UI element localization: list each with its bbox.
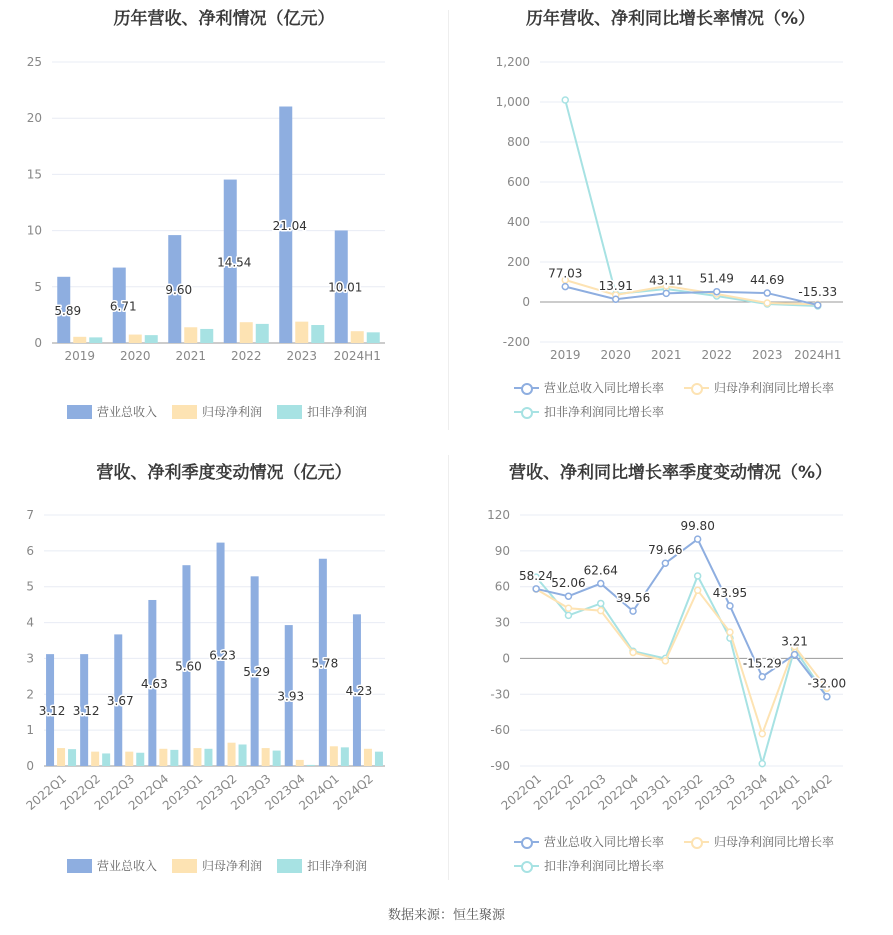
data-label: 6.71 [109, 299, 137, 314]
bar-net-profit [351, 331, 364, 343]
x-tick-label: 2023 [751, 348, 783, 362]
legend-label: 归母净利润 [202, 859, 263, 873]
data-label: 79.66 [648, 543, 683, 558]
legend-label: 扣非净利润同比增长率 [544, 405, 665, 419]
data-label: 43.11 [649, 273, 684, 288]
x-tick-label: 2021 [175, 349, 207, 363]
legend-item-net-profit[interactable] [172, 403, 262, 420]
x-tick-label: 2022Q2 [530, 771, 577, 813]
bar-deducted-profit [256, 324, 269, 343]
x-tick-label: 2021 [650, 348, 682, 362]
y-tick-label: 30 [494, 615, 510, 630]
chart-panel-annual-revenue-profit [0, 0, 448, 430]
panel-divider-bottom [448, 455, 449, 880]
series-point [759, 731, 765, 737]
y-tick-label: 7 [26, 508, 34, 522]
legend-swatch [172, 405, 197, 419]
data-label: 39.56 [615, 591, 651, 606]
chart-panel-annual-growth-rate [448, 0, 893, 430]
x-tick-label: 2019 [64, 349, 96, 363]
data-label: 14.54 [217, 255, 252, 270]
data-label: 5.29 [243, 665, 271, 680]
bar-deducted-profit [170, 750, 178, 766]
series-point [565, 605, 571, 611]
legend-item-revenue[interactable] [67, 857, 157, 874]
data-label: 3.21 [781, 634, 808, 649]
series-point [759, 761, 765, 767]
bar-net-profit [330, 746, 338, 766]
x-tick-label: 2022Q4 [595, 771, 641, 813]
data-label: 58.24 [518, 568, 554, 583]
legend-item-revenue-growth[interactable] [514, 379, 664, 396]
bar-deducted-profit [136, 753, 144, 766]
y-tick-label: 20 [26, 111, 42, 126]
y-tick-label: 400 [507, 215, 530, 229]
data-label: 52.06 [551, 576, 586, 591]
bar-deducted-profit [239, 744, 247, 766]
chart-plot [0, 0, 448, 430]
series-point [764, 290, 770, 296]
y-tick-label: 1 [26, 723, 34, 738]
y-tick-label: 200 [507, 255, 530, 269]
bar-net-profit [125, 752, 133, 766]
legend-item-revenue[interactable] [67, 403, 157, 420]
legend-item-net-profit-growth[interactable] [684, 379, 834, 396]
data-label: 51.49 [699, 271, 734, 286]
x-tick-label: 2020 [119, 349, 151, 363]
legend-swatch [67, 405, 92, 419]
legend-label: 营业总收入 [97, 859, 158, 873]
bar-deducted-profit [375, 752, 383, 766]
data-label: 6.23 [209, 648, 236, 663]
chart-panel-quarterly-growth-rate [448, 450, 893, 890]
data-label: 77.03 [548, 266, 583, 281]
bar-net-profit [91, 752, 99, 766]
data-label: 3.93 [277, 689, 305, 704]
y-tick-label: 0 [26, 759, 34, 773]
y-tick-label: 0 [522, 295, 530, 309]
y-tick-label: 800 [507, 135, 530, 149]
x-tick-label: 2022 [701, 348, 733, 362]
legend-item-revenue-growth[interactable] [514, 833, 664, 850]
chart-plot [0, 450, 448, 890]
y-tick-label: 90 [494, 543, 510, 558]
x-tick-label: 2022Q4 [125, 771, 172, 813]
y-tick-label: 0 [502, 651, 510, 666]
y-tick-label: 120 [487, 508, 510, 522]
y-tick-label: 6 [26, 543, 34, 558]
chart-title: 营收、净利季度变动情况（亿元） [96, 463, 352, 483]
x-tick-label: 2024Q2 [330, 771, 376, 813]
x-tick-label: 2019 [549, 348, 581, 362]
x-tick-label: 2023Q4 [724, 771, 771, 813]
legend-swatch [684, 835, 709, 849]
y-tick-label: 60 [494, 579, 510, 594]
data-label: 4.23 [345, 684, 373, 699]
legend-item-deducted-profit-growth[interactable] [514, 857, 664, 874]
bar-net-profit [296, 760, 304, 766]
legend-swatch [67, 859, 92, 873]
bar-net-profit [57, 748, 65, 766]
data-label: 13.91 [598, 279, 633, 294]
bar-deducted-profit [204, 749, 212, 766]
x-tick-label: 2024H1 [794, 348, 842, 362]
legend-label: 扣非净利润同比增长率 [544, 859, 665, 873]
bar-net-profit [240, 322, 253, 343]
data-label: 44.69 [750, 273, 785, 288]
x-tick-label: 2023Q3 [228, 771, 274, 813]
series-point [695, 573, 701, 579]
bar-deducted-profit [68, 749, 76, 766]
data-label: -32.00 [807, 676, 847, 691]
y-tick-label: -90 [490, 759, 510, 773]
x-tick-label: 2022Q3 [563, 771, 609, 813]
data-label: 99.80 [680, 519, 715, 534]
series-point [727, 629, 733, 635]
legend-label: 营业总收入同比增长率 [544, 381, 665, 395]
data-label: 5.78 [311, 656, 339, 671]
y-tick-label: 1,200 [495, 55, 530, 69]
data-label: -15.33 [798, 285, 838, 300]
chart-panel-quarterly-revenue-profit [0, 450, 448, 890]
legend-item-deducted-profit[interactable] [277, 403, 367, 420]
y-tick-label: 5 [26, 579, 34, 594]
bar-deducted-profit [89, 337, 102, 343]
x-tick-label: 2022Q1 [23, 771, 69, 813]
series-point [727, 603, 733, 609]
y-tick-label: 5 [34, 279, 42, 294]
legend-item-net-profit[interactable] [172, 857, 262, 874]
x-tick-label: 2024H1 [333, 349, 381, 363]
bar-deducted-profit [341, 747, 349, 766]
y-tick-label: -60 [490, 723, 510, 738]
bar-net-profit [364, 749, 372, 766]
data-label: 4.63 [140, 676, 168, 691]
legend-label: 扣非净利润 [307, 859, 368, 873]
legend-label: 扣非净利润 [307, 405, 368, 419]
series-point [824, 694, 830, 700]
data-label: 62.64 [583, 563, 618, 578]
data-label: 9.60 [165, 283, 193, 298]
series-point [613, 296, 619, 302]
series-point [695, 587, 701, 593]
y-tick-label: 3 [26, 651, 34, 666]
series-point [630, 649, 636, 655]
bar-net-profit [184, 327, 197, 343]
series-point [533, 586, 539, 592]
bar-deducted-profit [311, 325, 324, 343]
panel-divider-top [448, 10, 449, 430]
data-label: 10.01 [328, 280, 363, 295]
y-tick-label: 15 [26, 167, 42, 182]
legend-item-deducted-profit[interactable] [277, 857, 367, 874]
bar-net-profit [193, 748, 201, 766]
series-point [562, 284, 568, 290]
bar-net-profit [262, 748, 270, 766]
chart-plot [448, 0, 893, 430]
legend-item-net-profit-growth[interactable] [684, 833, 834, 850]
series-point [759, 674, 765, 680]
data-label: 3.12 [38, 704, 66, 719]
legend-swatch [172, 859, 197, 873]
legend-swatch [514, 859, 539, 873]
y-tick-label: -200 [502, 335, 530, 349]
x-tick-label: 2020 [600, 348, 632, 362]
series-point [630, 608, 636, 614]
chart-title: 历年营收、净利情况（亿元） [113, 9, 335, 29]
data-label: 3.67 [106, 694, 134, 709]
series-point [562, 97, 568, 103]
bar-net-profit [295, 322, 308, 343]
y-tick-label: 1,000 [495, 95, 530, 109]
bar-deducted-profit [367, 332, 380, 343]
legend-swatch [514, 381, 539, 395]
x-tick-label: 2024Q2 [789, 771, 835, 813]
legend-swatch [514, 405, 539, 419]
data-source-note: 数据来源：恒生聚源 [387, 908, 505, 923]
bar-deducted-profit [102, 753, 110, 766]
x-tick-label: 2022Q3 [91, 771, 138, 813]
bar-net-profit [129, 335, 142, 343]
x-tick-label: 2023 [286, 349, 318, 363]
chart-title: 营收、净利同比增长率季度变动情况（%） [508, 463, 833, 483]
y-tick-label: 10 [26, 223, 42, 238]
bar-deducted-profit [145, 335, 158, 343]
data-label: 3.12 [72, 704, 100, 719]
chart-plot [448, 450, 893, 890]
bar-deducted-profit [273, 751, 281, 766]
series-point [714, 289, 720, 295]
x-tick-label: 2023Q2 [660, 771, 706, 813]
legend-swatch [277, 405, 302, 419]
series-point [695, 536, 701, 542]
data-label: -15.29 [742, 656, 782, 671]
x-tick-label: 2022Q1 [498, 771, 545, 813]
x-tick-label: 2022 [230, 349, 262, 363]
legend-swatch [277, 859, 302, 873]
legend-label: 归母净利润同比增长率 [714, 381, 835, 395]
series-line-deducted-profit [536, 576, 827, 764]
y-tick-label: 600 [507, 175, 530, 189]
y-tick-label: -30 [490, 687, 510, 702]
x-tick-label: 2023Q1 [627, 771, 674, 813]
series-point [764, 300, 770, 306]
bar-net-profit [73, 337, 86, 343]
legend-item-deducted-profit-growth[interactable] [514, 403, 664, 420]
legend-label: 归母净利润 [202, 405, 263, 419]
series-point [815, 302, 821, 308]
data-label: 43.95 [712, 585, 748, 600]
series-point [565, 612, 571, 618]
series-point [663, 290, 669, 296]
y-tick-label: 4 [26, 615, 34, 630]
y-tick-label: 25 [26, 55, 42, 69]
x-tick-label: 2023Q4 [262, 771, 308, 813]
x-tick-label: 2023Q1 [159, 771, 206, 813]
bar-net-profit [159, 749, 167, 766]
legend-label: 营业总收入 [97, 405, 158, 419]
y-tick-label: 0 [34, 336, 42, 350]
data-label: 5.60 [175, 659, 202, 674]
x-tick-label: 2024Q1 [756, 771, 803, 813]
series-point [662, 560, 668, 566]
bar-deducted-profit [307, 765, 315, 766]
legend-label: 归母净利润同比增长率 [714, 835, 835, 849]
series-point [662, 658, 668, 664]
bar-net-profit [228, 743, 236, 766]
x-tick-label: 2023Q3 [692, 771, 738, 813]
y-tick-label: 2 [26, 687, 34, 702]
chart-title: 历年营收、净利同比增长率情况（%） [525, 9, 816, 29]
bar-deducted-profit [200, 329, 213, 343]
legend-swatch [514, 835, 539, 849]
data-label: 21.04 [272, 218, 307, 233]
series-point [598, 600, 604, 606]
series-point [598, 581, 604, 587]
x-tick-label: 2024Q1 [296, 771, 342, 813]
legend-swatch [684, 381, 709, 395]
legend-label: 营业总收入同比增长率 [544, 835, 665, 849]
series-point [598, 608, 604, 614]
x-tick-label: 2022Q2 [57, 771, 104, 813]
x-tick-label: 2023Q2 [193, 771, 240, 813]
series-point [565, 593, 571, 599]
series-point [792, 652, 798, 658]
data-label: 5.89 [54, 303, 82, 318]
